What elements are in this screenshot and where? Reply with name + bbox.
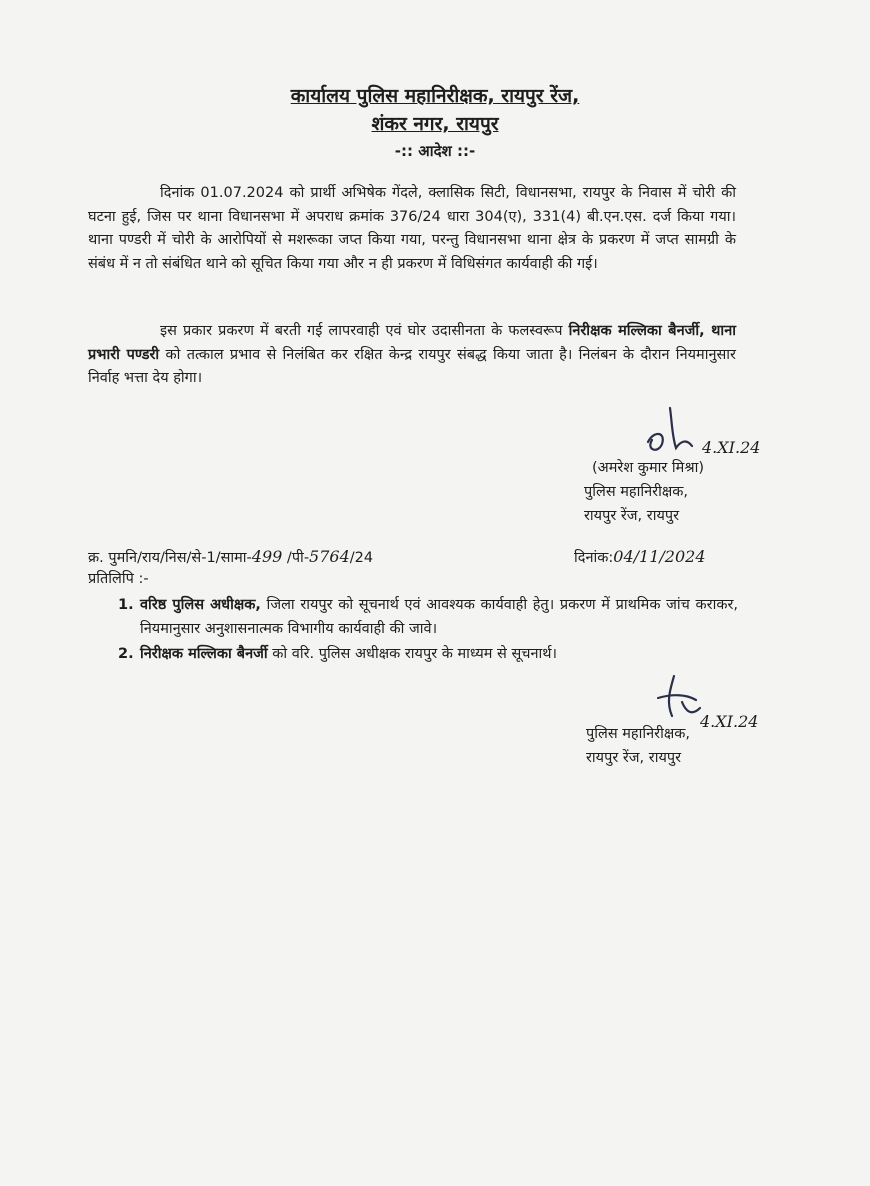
paragraph-incident: दिनांक 01.07.2024 को प्रार्थी अभिषेक गेंदले, क्लासिक सिटी, विधानसभा, रायपुर के निवास में चोरी की घटना हुई, जिस पर थाना विधानसभा में अपराध क्रमांक 376/24 धारा 304(ए), 331(4) बी.एन.एस. दर्ज किया गया। थाना पण्डरी में चोरी के आरोपियों से मशरूका जप्त किया गया, परन्तु विधानसभा थाना क्षेत्र के प्रकरण में जप्त सामग्री के संबंध में न तो संबंधित थाने को सूचित किया गया और न ही प्रकरण में विधिसंगत कार्यवाही की गई। (88, 185, 736, 272)
signatory-designation: पुलिस महानिरीक्षक, (586, 726, 690, 742)
letterhead (0, 82, 870, 162)
handwritten-date-2: 4.XI.24 (700, 712, 759, 731)
copy-item-number: 2. (118, 646, 134, 662)
copy-item-text: को वरि. पुलिस अधीक्षक रायपुर के माध्यम से सूचनार्थ। (267, 646, 558, 662)
signature-block-1 (584, 456, 704, 528)
signatory-place: रायपुर रेंज, रायपुर (584, 508, 680, 524)
copy-item-recipient: निरीक्षक मल्लिका बैनर्जी (140, 646, 268, 662)
signature-block-2 (586, 722, 690, 770)
date-value: 04/11/2024 (613, 547, 706, 566)
copy-item (118, 594, 738, 641)
reference-line (88, 545, 738, 570)
signatory-designation: पुलिस महानिरीक्षक, (584, 484, 688, 500)
reference-number-2: 5764 (309, 547, 350, 566)
signature-mark-1 (640, 402, 710, 462)
signatory-name: (अमरेश कुमार मिश्रा) (592, 460, 705, 476)
copy-label: प्रतिलिपि :- (88, 571, 149, 587)
copy-item-text: जिला रायपुर को सूचनार्थ एवं आवश्यक कार्यवाही हेतु। प्रकरण में प्राथमिक जांच कराकर, नियमानुसार अनुशासनात्मक विभागीय कार्यवाही की जावे। (140, 597, 738, 637)
suspended-officer: निरीक्षक मल्लिका बैनर्जी, थाना प्रभारी पण्डरी (88, 323, 736, 363)
office-address: शंकर नगर, रायपुर (371, 113, 499, 135)
handwritten-date-1: 4.XI.24 (702, 438, 761, 457)
paragraph-suspension (88, 320, 736, 391)
suspension-text-b: को तत्काल प्रभाव से निलंबित कर रक्षित केन्द्र रायपुर संबद्ध किया जाता है। निलंबन के दौरान नियमानुसार निर्वाह भत्ता देय होगा। (88, 346, 736, 386)
copy-item-recipient: वरिष्ठ पुलिस अधीक्षक, (140, 597, 261, 613)
date-label: दिनांक: (574, 550, 614, 566)
reference-suffix: /24 (349, 550, 374, 566)
copy-item (118, 643, 738, 667)
office-title: कार्यालय पुलिस महानिरीक्षक, रायपुर रेंज, (290, 85, 580, 107)
reference-prefix: क्र. पुमनि/राय/निस/से-1/सामा- (88, 550, 252, 566)
copy-list (118, 594, 738, 669)
signatory-place: रायपुर रेंज, रायपुर (586, 750, 682, 766)
copy-item-number: 1. (118, 597, 134, 613)
suspension-text-a: इस प्रकार प्रकरण में बरती गई लापरवाही एवं घोर उदासीनता के फलस्वरूप (160, 323, 569, 339)
order-heading: -:: आदेश ::- (394, 142, 476, 160)
reference-number-1: 499 (251, 547, 283, 566)
reference-mid: /पी- (282, 550, 310, 566)
reference-date (574, 545, 706, 570)
